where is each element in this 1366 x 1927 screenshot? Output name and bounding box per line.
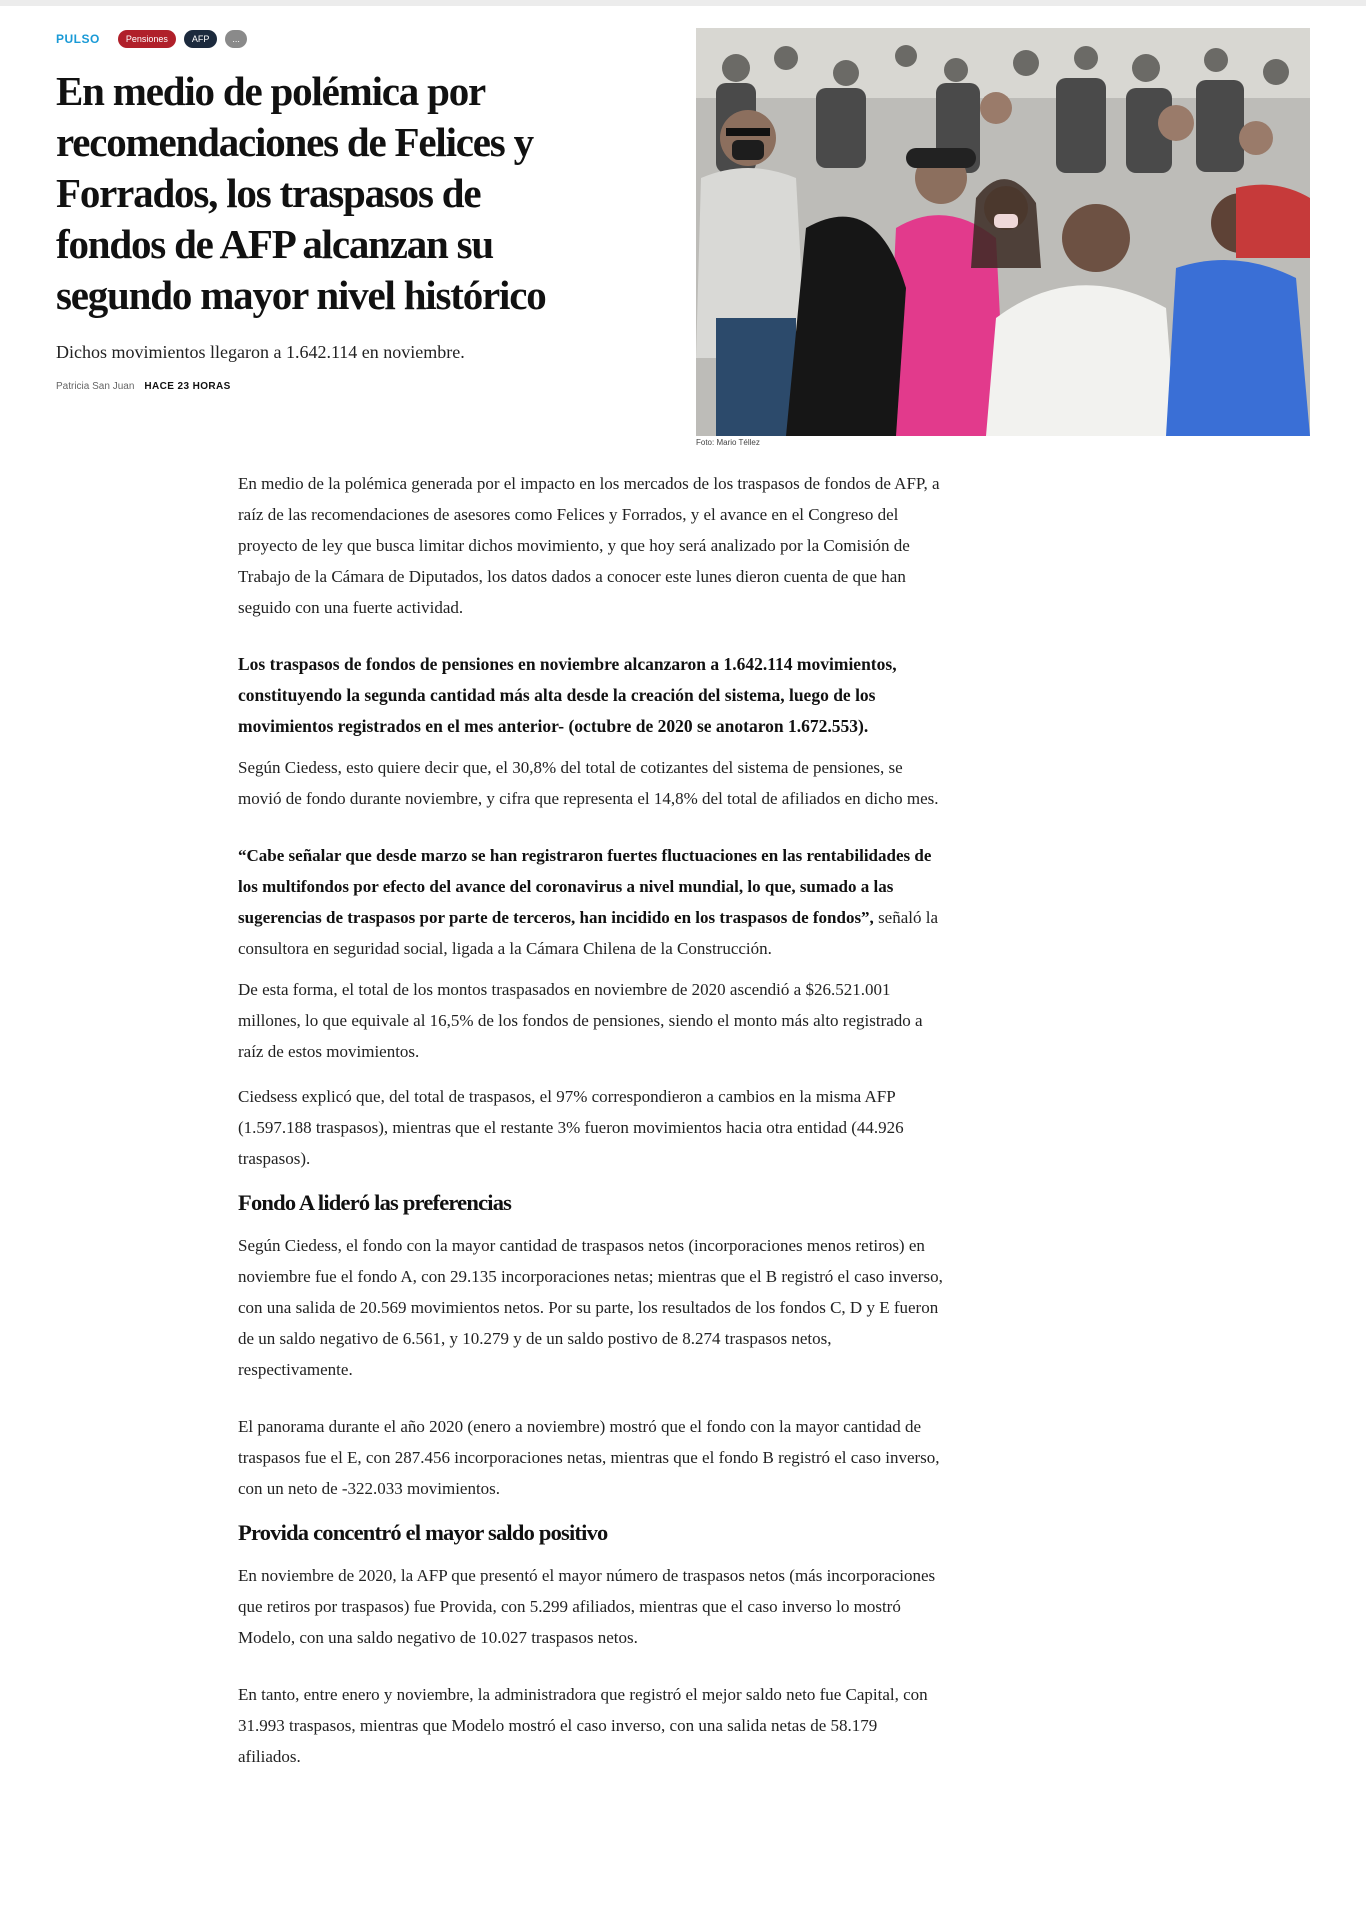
dek: Dichos movimientos llegaron a 1.642.114 en noviembre. <box>56 342 465 362</box>
tag-afp[interactable]: AFP <box>184 30 218 48</box>
tag-row <box>56 28 616 50</box>
paragraph-3: Según Ciedess, esto quiere decir que, el 30,8% del total de cotizantes del sistema de pensiones, se movió de fondo durante noviembre, y cifra que representa el 14,8% del total de afiliados en dicho mes. <box>238 758 939 808</box>
quote-text: “Cabe señalar que desde marzo se han registraron fuertes fluctuaciones en las rentabilidades de los multifondos por efecto del avance del coronavirus a nivel mundial, lo que, sumado a las sugerencias de traspasos por parte de terceros, han incidido en los traspasos de fondos”, <box>238 846 932 927</box>
byline <box>56 381 616 392</box>
paragraph-2-bold: Los traspasos de fondos de pensiones en noviembre alcanzaron a 1.642.114 movimientos, constituyendo la segunda cantidad más alta desde la creación del sistema, luego de los movimientos registrados en el mes anterior- (octubre de 2020 se anotaron 1.672.553). <box>238 654 897 736</box>
article-body <box>238 468 944 1772</box>
photo-credit: Foto: Mario Téllez <box>696 438 760 446</box>
crowd-photo <box>696 28 1310 436</box>
crowd-image <box>696 28 1310 436</box>
paragraph-7: Según Ciedess, el fondo con la mayor cantidad de traspasos netos (incorporaciones menos retiros) en noviembre fue el fondo A, con 29.135 incorporaciones netas; mientras que el B registró el caso inverso, con una salida de 20.569 movimientos netos. Por su parte, los resultados de los fondos C, D y E fueron de un saldo negativo de 6.561, y 10.279 y de un saldo postivo de 8.274 traspasos netos, respectivamente. <box>238 1236 943 1379</box>
tag-more-button[interactable]: ... <box>225 30 247 48</box>
subheading-fondo-a: Fondo A lideró las preferencias <box>238 1190 512 1215</box>
paragraph-10: En tanto, entre enero y noviembre, la administradora que registró el mejor saldo neto fue Capital, con 31.993 traspasos, mientras que Modelo mostró el caso inverso, con una salida netas de 58.179 afiliados. <box>238 1685 928 1766</box>
paragraph-9: En noviembre de 2020, la AFP que presentó el mayor número de traspasos netos (más incorporaciones que retiros por traspasos) fue Provida, con 5.299 afiliados, mientras que el caso inverso lo mostró Modelo, con una saldo negativo de 10.027 traspasos netos. <box>238 1566 936 1647</box>
section-link[interactable]: PULSO <box>56 32 100 46</box>
article-hero <box>0 28 1366 448</box>
lead-photo <box>696 28 1310 446</box>
headline: En medio de polémica por recomendaciones de Felices y Forrados, los traspasos de fondos de AFP alcanzan su segundo mayor nivel histórico <box>56 68 546 318</box>
paragraph-6: Ciedsess explicó que, del total de traspasos, el 97% correspondieron a cambios en la misma AFP (1.597.188 traspasos), mientras que el restante 3% fueron movimientos hacia otra entidad (44.926 traspasos). <box>238 1087 904 1168</box>
paragraph-1: En medio de la polémica generada por el impacto en los mercados de los traspasos de fondos de AFP, a raíz de las recomendaciones de asesores como Felices y Forrados, y el avance en el Congreso del proyecto de ley que busca limitar dichos movimiento, y que hoy será analizado por la Comisión de Trabajo de la Cámara de Diputados, los datos dados a conocer este lunes dieron cuenta de que han seguido con una fuerte actividad. <box>238 474 940 617</box>
tag-pensiones[interactable]: Pensiones <box>118 30 176 48</box>
paragraph-4-quote <box>238 840 944 964</box>
author-link[interactable]: Patricia San Juan <box>56 381 135 392</box>
paragraph-5: De esta forma, el total de los montos traspasados en noviembre de 2020 ascendió a $26.521.001 millones, lo que equivale al 16,5% de los fondos de pensiones, siendo el monto más alto registrado a raíz de estos movimientos. <box>238 980 923 1061</box>
paragraph-8: El panorama durante el año 2020 (enero a noviembre) mostró que el fondo con la mayor cantidad de traspasos fue el E, con 287.456 incorporaciones netas, mientras que el fondo B registró el caso inverso, con un neto de -322.033 movimientos. <box>238 1417 940 1498</box>
timestamp: HACE 23 HORAS <box>144 381 231 392</box>
top-bar <box>0 0 1366 6</box>
subheading-provida: Provida concentró el mayor saldo positivo <box>238 1520 608 1545</box>
quote-attribution: señaló la consultora en seguridad social, ligada a la Cámara Chilena de la Construcción. <box>238 908 939 958</box>
hero-text <box>56 28 616 392</box>
